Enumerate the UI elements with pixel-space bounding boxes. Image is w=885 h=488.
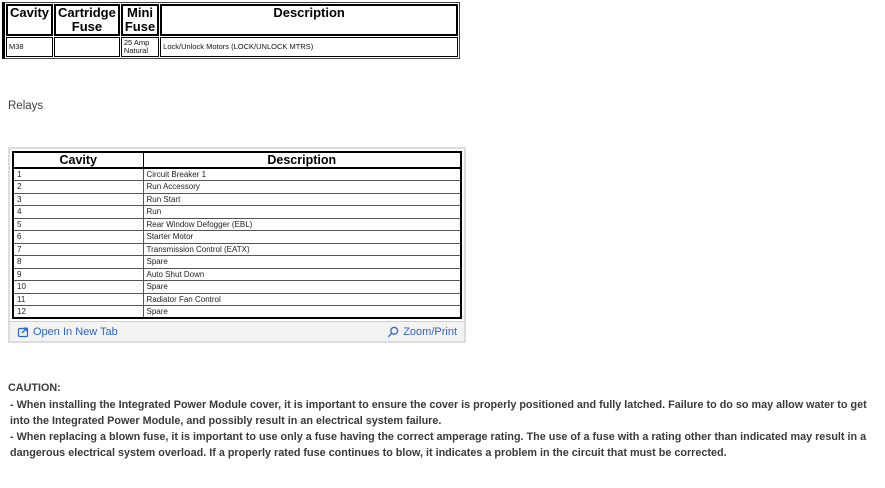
caution-item: - When installing the Integrated Power Module cover, it is important to ensure the cover is properly positioned and fully latched. Failure to do so may allow water to get into the Integrated Power Module, and possibly result in an electrical system failure.: [10, 399, 867, 427]
zoom-print-label: Zoom/Print: [403, 325, 457, 338]
relays-heading: Relays: [8, 100, 44, 112]
fuse-header-mini-fuse: Mini Fuse: [121, 4, 159, 36]
caution-section: [8, 380, 877, 461]
external-link-icon: [17, 326, 29, 338]
magnifier-icon: [387, 326, 399, 338]
fuse-table-section: [2, 2, 460, 59]
relay-header-description: Description: [143, 152, 461, 168]
cavity-cell: 3: [13, 193, 143, 206]
description-cell: Run: [143, 206, 461, 219]
table-row: [13, 168, 461, 181]
relay-header-cavity: Cavity: [13, 152, 143, 168]
table-row: [13, 293, 461, 306]
description-cell: Spare: [143, 306, 461, 319]
caution-item: - When replacing a blown fuse, it is important to use only a fuse having the correct amperage rating. The use of a fuse with a rating other than indicated may result in a dangerous electrical system overload. If a properly rated fuse continues to blow, it indicates a problem in the circuit that must be corrected.: [10, 431, 867, 459]
table-row: [13, 243, 461, 256]
fuse-table-header-row: [6, 4, 458, 36]
description-cell: Starter Motor: [143, 231, 461, 244]
description-cell: Spare: [143, 256, 461, 269]
table-row: [13, 231, 461, 244]
table-row: [13, 206, 461, 219]
table-row: [6, 37, 458, 57]
fuse-header-cavity: Cavity: [6, 4, 53, 36]
description-cell: Auto Shut Down: [143, 268, 461, 281]
description-cell: Transmission Control (EATX): [143, 243, 461, 256]
cavity-cell: 11: [13, 293, 143, 306]
relay-table-area: [10, 149, 464, 319]
description-cell: Run Accessory: [143, 181, 461, 194]
cavity-cell: 5: [13, 218, 143, 231]
description-cell: Run Start: [143, 193, 461, 206]
table-row: [13, 306, 461, 319]
table-row: [13, 281, 461, 294]
description-cell: Lock/Unlock Motors (LOCK/UNLOCK MTRS): [160, 37, 458, 57]
relay-table-viewer: [8, 147, 466, 343]
cavity-cell: 7: [13, 243, 143, 256]
description-cell: Circuit Breaker 1: [143, 168, 461, 181]
table-row: [13, 193, 461, 206]
table-row: [13, 181, 461, 194]
table-row: [13, 268, 461, 281]
cavity-cell: 4: [13, 206, 143, 219]
description-cell: Radiator Fan Control: [143, 293, 461, 306]
fuse-header-cartridge-fuse: Cartridge Fuse: [54, 4, 120, 36]
caution-heading: CAUTION:: [8, 382, 61, 394]
fuse-table: [2, 2, 460, 59]
cavity-cell: 1: [13, 168, 143, 181]
table-row: [13, 256, 461, 269]
cavity-cell: 12: [13, 306, 143, 319]
cavity-cell: 8: [13, 256, 143, 269]
fuse-header-description: Description: [160, 4, 458, 36]
cavity-cell: 9: [13, 268, 143, 281]
cavity-cell: 10: [13, 281, 143, 294]
cavity-cell: 2: [13, 181, 143, 194]
cartridge-fuse-cell: [54, 37, 120, 57]
table-row: [13, 218, 461, 231]
description-cell: Spare: [143, 281, 461, 294]
cavity-cell: M38: [6, 37, 53, 57]
mini-fuse-cell: 25 Amp Natural: [121, 37, 159, 57]
viewer-footer: [10, 321, 464, 341]
zoom-print-link[interactable]: [387, 326, 457, 338]
open-in-new-tab-link[interactable]: [17, 326, 118, 338]
relay-table: [12, 151, 462, 319]
open-in-new-tab-label: Open In New Tab: [33, 325, 118, 338]
cavity-cell: 6: [13, 231, 143, 244]
relay-table-header-row: [13, 152, 461, 168]
description-cell: Rear Window Defogger (EBL): [143, 218, 461, 231]
